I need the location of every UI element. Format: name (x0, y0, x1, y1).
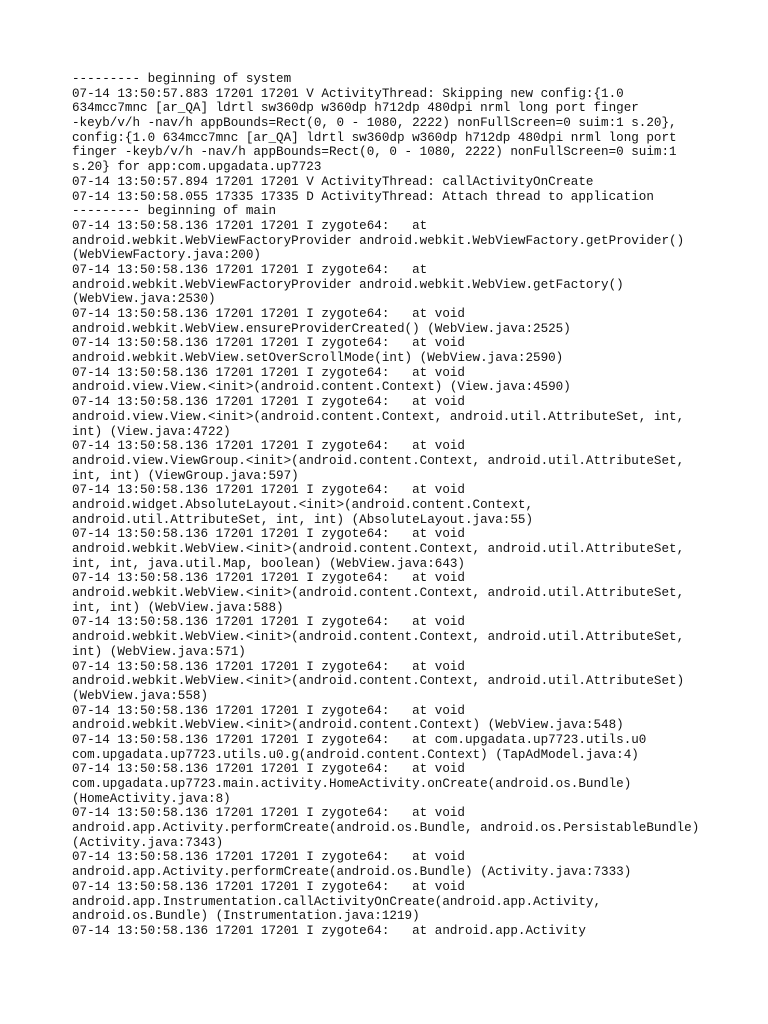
log-line: 07-14 13:50:58.136 17201 17201 I zygote64: at void (72, 483, 465, 498)
log-line: 07-14 13:50:58.136 17201 17201 I zygote64: at void (72, 365, 465, 380)
log-line: android.app.Activity.performCreate(android.os.Bundle, android.os.PersistableBundle) (72, 821, 700, 836)
log-line: (Activity.java:7343) (72, 835, 224, 850)
log-line: 07-14 13:50:58.136 17201 17201 I zygote64: at void (72, 307, 465, 321)
log-line: 07-14 13:50:58.136 17201 17201 I zygote64: at void (72, 879, 465, 894)
log-line: android.webkit.WebViewFactoryProvider android.webkit.WebViewFactory.getProvider() (72, 233, 685, 248)
log-line: 07-14 13:50:58.136 17201 17201 I zygote64: at void (72, 615, 465, 630)
log-text-block (72, 72, 712, 939)
log-line: finger -keyb/v/h -nav/h appBounds=Rect(0, 0 - 1080, 2222) nonFullScreen=0 suim:1 (72, 145, 677, 160)
log-line: android.app.Activity.performCreate(android.os.Bundle) (Activity.java:7333) (72, 865, 632, 880)
log-line: android.widget.AbsoluteLayout.<init>(android.content.Context, (72, 497, 534, 512)
log-line: android.webkit.WebView.<init>(android.content.Context, android.util.AttributeSet, (72, 630, 685, 645)
log-line: 07-14 13:50:58.136 17201 17201 I zygote64: at android.app.Activity (72, 923, 586, 938)
log-line: 07-14 13:50:58.136 17201 17201 I zygote64: at void (72, 762, 465, 777)
log-line: com.upgadata.up7723.main.activity.HomeActivity.onCreate(android.os.Bundle) (72, 777, 632, 791)
log-line: -keyb/v/h -nav/h appBounds=Rect(0, 0 - 1080, 2222) nonFullScreen=0 suim:1 s.20}, (72, 116, 677, 131)
log-line: 07-14 13:50:58.055 17335 17335 D ActivityThread: Attach thread to application (72, 189, 654, 204)
log-line: 07-14 13:50:58.136 17201 17201 I zygote64: at void (72, 806, 465, 821)
log-line: 07-14 13:50:58.136 17201 17201 I zygote64: at void (72, 336, 465, 351)
log-line: (HomeActivity.java:8) (72, 791, 231, 806)
log-line: 07-14 13:50:58.136 17201 17201 I zygote64: at void (72, 527, 465, 542)
log-line: int) (View.java:4722) (72, 424, 231, 439)
log-line: 07-14 13:50:58.136 17201 17201 I zygote64: at void (72, 703, 465, 718)
log-line: android.view.View.<init>(android.content.Context, android.util.AttributeSet, int, (72, 409, 685, 424)
log-line: 07-14 13:50:58.136 17201 17201 I zygote64: at void (72, 659, 465, 674)
log-line: (WebView.java:558) (72, 688, 209, 703)
log-line: android.view.ViewGroup.<init>(android.content.Context, android.util.AttributeSet, (72, 453, 685, 468)
log-line: 07-14 13:50:57.894 17201 17201 V ActivityThread: callActivityOnCreate (72, 174, 594, 189)
log-line: android.webkit.WebView.ensureProviderCreated() (WebView.java:2525) (72, 321, 571, 336)
log-line: android.webkit.WebView.setOverScrollMode(int) (WebView.java:2590) (72, 351, 564, 366)
log-line: 07-14 13:50:58.136 17201 17201 I zygote64: at void (72, 439, 465, 454)
log-line: (WebView.java:2530) (72, 292, 216, 307)
log-line: android.os.Bundle) (Instrumentation.java:1219) (72, 909, 420, 924)
log-line: --------- beginning of system (72, 72, 292, 86)
log-line: 07-14 13:50:58.136 17201 17201 I zygote64: at (72, 218, 428, 233)
log-line: 07-14 13:50:58.136 17201 17201 I zygote64: at (72, 262, 428, 277)
log-line: android.webkit.WebView.<init>(android.content.Context) (WebView.java:548) (72, 718, 624, 733)
log-line: int) (WebView.java:571) (72, 644, 246, 659)
log-line: android.webkit.WebView.<init>(android.content.Context, android.util.AttributeSet) (72, 674, 685, 689)
log-line: int, int, java.util.Map, boolean) (WebView.java:643) (72, 556, 465, 571)
log-line: 07-14 13:50:58.136 17201 17201 I zygote64: at void (72, 850, 465, 865)
log-line: android.webkit.WebViewFactoryProvider android.webkit.WebView.getFactory() (72, 277, 624, 292)
log-line: android.webkit.WebView.<init>(android.content.Context, android.util.AttributeSet, (72, 586, 685, 601)
log-line: android.view.View.<init>(android.content.Context) (View.java:4590) (72, 380, 571, 395)
log-line: s.20} for app:com.upgadata.up7723 (72, 160, 322, 175)
log-line: android.util.AttributeSet, int, int) (AbsoluteLayout.java:55) (72, 512, 534, 527)
log-line: 07-14 13:50:57.883 17201 17201 V ActivityThread: Skipping new config:{1.0 (72, 86, 624, 101)
log-line: android.webkit.WebView.<init>(android.content.Context, android.util.AttributeSet, (72, 542, 685, 556)
log-line: (WebViewFactory.java:200) (72, 248, 261, 263)
log-line: 07-14 13:50:58.136 17201 17201 I zygote64: at void (72, 571, 465, 586)
log-line: 07-14 13:50:58.136 17201 17201 I zygote64: at com.upgadata.up7723.utils.u0 (72, 732, 647, 747)
log-line: int, int) (ViewGroup.java:597) (72, 468, 299, 483)
log-line: 07-14 13:50:58.136 17201 17201 I zygote64: at void (72, 395, 465, 410)
log-line: config:{1.0 634mcc7mnc [ar_QA] ldrtl sw360dp w360dp h712dp 480dpi nrml long port (72, 130, 677, 145)
log-line: com.upgadata.up7723.utils.u0.g(android.content.Context) (TapAdModel.java:4) (72, 747, 639, 762)
log-line: android.app.Instrumentation.callActivityOnCreate(android.app.Activity, (72, 894, 602, 909)
log-line: 634mcc7mnc [ar_QA] ldrtl sw360dp w360dp h712dp 480dpi nrml long port finger (72, 101, 639, 116)
log-line: --------- beginning of main (72, 204, 277, 219)
log-line: int, int) (WebView.java:588) (72, 600, 284, 615)
